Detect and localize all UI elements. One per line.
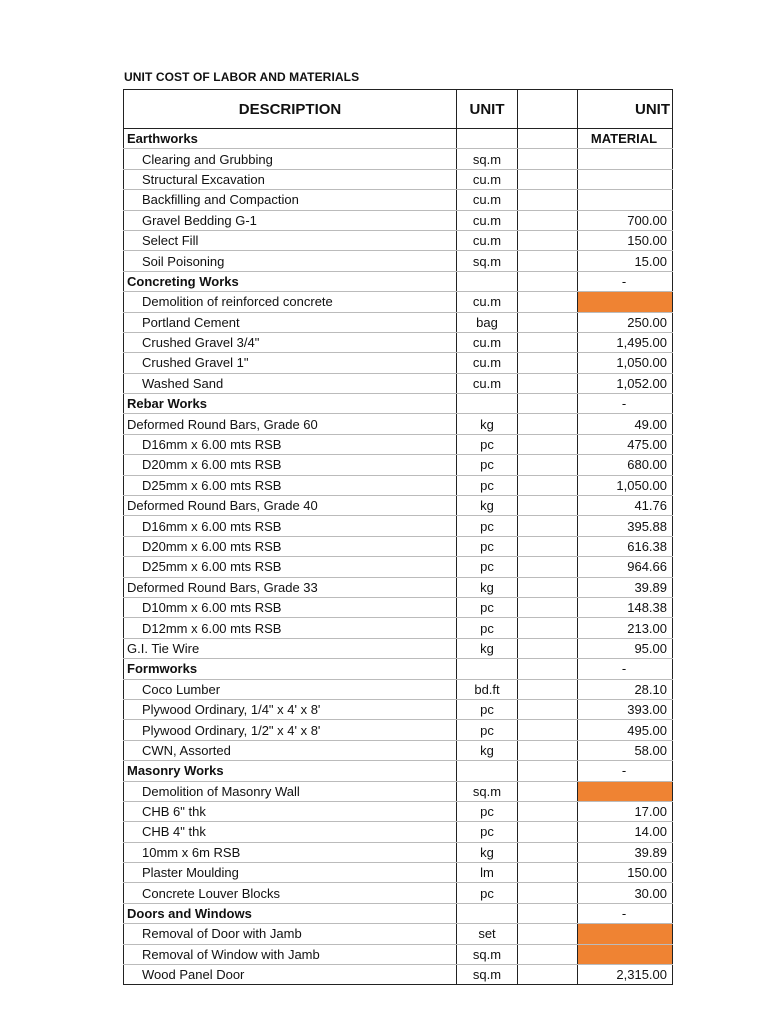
blank-cell [518, 863, 578, 883]
unit-cell [457, 659, 518, 679]
blank-cell [518, 761, 578, 781]
header-unit: UNIT [457, 90, 518, 129]
material-cost-cell: 148.38 [578, 597, 673, 617]
blank-cell [518, 271, 578, 291]
unit-cell: kg [457, 638, 518, 658]
material-cost-cell: 49.00 [578, 414, 673, 434]
material-cost-cell: 964.66 [578, 557, 673, 577]
unit-cell: sq.m [457, 944, 518, 964]
material-cost-cell: 14.00 [578, 822, 673, 842]
material-cost-cell [578, 149, 673, 169]
unit-cell: cu.m [457, 332, 518, 352]
blank-cell [518, 149, 578, 169]
description-cell: D25mm x 6.00 mts RSB [124, 557, 457, 577]
unit-cell: pc [457, 699, 518, 719]
section-row [124, 761, 673, 781]
unit-cell: cu.m [457, 169, 518, 189]
blank-cell [518, 373, 578, 393]
blank-cell [518, 965, 578, 985]
table-row [124, 720, 673, 740]
material-cost-cell: 41.76 [578, 496, 673, 516]
blank-cell [518, 577, 578, 597]
material-cost-cell: 150.00 [578, 863, 673, 883]
description-cell: Portland Cement [124, 312, 457, 332]
unit-cell: set [457, 924, 518, 944]
blank-cell [518, 740, 578, 760]
table-row [124, 679, 673, 699]
description-cell: Crushed Gravel 1" [124, 353, 457, 373]
unit-cell: kg [457, 842, 518, 862]
table-row [124, 618, 673, 638]
header-description: DESCRIPTION [124, 90, 457, 129]
table-row [124, 455, 673, 475]
description-cell: D20mm x 6.00 mts RSB [124, 536, 457, 556]
unit-cell: bd.ft [457, 679, 518, 699]
blank-cell [518, 292, 578, 312]
blank-cell [518, 414, 578, 434]
material-cost-cell: 700.00 [578, 210, 673, 230]
blank-cell [518, 312, 578, 332]
blank-cell [518, 944, 578, 964]
description-cell: D12mm x 6.00 mts RSB [124, 618, 457, 638]
table-row [124, 781, 673, 801]
unit-cell: pc [457, 455, 518, 475]
material-cost-cell: 1,050.00 [578, 353, 673, 373]
unit-cell [457, 761, 518, 781]
table-body [124, 129, 673, 985]
material-cost-cell: 680.00 [578, 455, 673, 475]
unit-cell: pc [457, 822, 518, 842]
table-row [124, 230, 673, 250]
description-cell: Demolition of Masonry Wall [124, 781, 457, 801]
section-row [124, 903, 673, 923]
description-cell: Removal of Window with Jamb [124, 944, 457, 964]
material-cost-cell: 17.00 [578, 801, 673, 821]
section-row [124, 271, 673, 291]
description-cell: CWN, Assorted [124, 740, 457, 760]
description-cell: CHB 6" thk [124, 801, 457, 821]
unit-cell: pc [457, 883, 518, 903]
unit-cell [457, 129, 518, 149]
description-cell: Plaster Moulding [124, 863, 457, 883]
material-cost-cell: 395.88 [578, 516, 673, 536]
blank-cell [518, 842, 578, 862]
unit-cell: pc [457, 597, 518, 617]
description-cell: Concrete Louver Blocks [124, 883, 457, 903]
table-row [124, 373, 673, 393]
description-cell: Plywood Ordinary, 1/4" x 4' x 8' [124, 699, 457, 719]
section-row [124, 659, 673, 679]
unit-cell: cu.m [457, 230, 518, 250]
table-row [124, 638, 673, 658]
description-cell: Coco Lumber [124, 679, 457, 699]
blank-cell [518, 190, 578, 210]
description-cell: Deformed Round Bars, Grade 33 [124, 577, 457, 597]
material-cost-cell: 30.00 [578, 883, 673, 903]
table-row [124, 292, 673, 312]
description-cell: Soil Poisoning [124, 251, 457, 271]
description-cell: 10mm x 6m RSB [124, 842, 457, 862]
description-cell: D25mm x 6.00 mts RSB [124, 475, 457, 495]
description-cell: D10mm x 6.00 mts RSB [124, 597, 457, 617]
blank-cell [518, 332, 578, 352]
blank-cell [518, 455, 578, 475]
table-row [124, 496, 673, 516]
table-row [124, 251, 673, 271]
unit-cell [457, 394, 518, 414]
description-cell: Removal of Door with Jamb [124, 924, 457, 944]
sheet-title: UNIT COST OF LABOR AND MATERIALS [124, 70, 360, 84]
description-cell: CHB 4" thk [124, 822, 457, 842]
header-blank [518, 90, 578, 129]
description-cell: Backfilling and Compaction [124, 190, 457, 210]
description-cell: Rebar Works [124, 394, 457, 414]
unit-cell: sq.m [457, 965, 518, 985]
blank-cell [518, 496, 578, 516]
description-cell: Plywood Ordinary, 1/2" x 4' x 8' [124, 720, 457, 740]
material-cost-cell: 39.89 [578, 842, 673, 862]
material-cost-cell: 393.00 [578, 699, 673, 719]
description-cell: Deformed Round Bars, Grade 40 [124, 496, 457, 516]
material-cost-cell: - [578, 903, 673, 923]
table-row [124, 353, 673, 373]
description-cell: Earthworks [124, 129, 457, 149]
blank-cell [518, 618, 578, 638]
description-cell: D16mm x 6.00 mts RSB [124, 434, 457, 454]
material-cost-cell [578, 169, 673, 189]
section-row [124, 129, 673, 149]
blank-cell [518, 883, 578, 903]
description-cell: Wood Panel Door [124, 965, 457, 985]
table-row [124, 801, 673, 821]
unit-cell: kg [457, 414, 518, 434]
material-cost-cell: 28.10 [578, 679, 673, 699]
header-unit-cost: UNIT [578, 90, 673, 129]
blank-cell [518, 679, 578, 699]
material-cost-cell: 1,052.00 [578, 373, 673, 393]
unit-cell: kg [457, 740, 518, 760]
blank-cell [518, 516, 578, 536]
table-row [124, 842, 673, 862]
material-cost-cell: - [578, 271, 673, 291]
blank-cell [518, 781, 578, 801]
blank-cell [518, 924, 578, 944]
table-row [124, 740, 673, 760]
unit-cell: pc [457, 801, 518, 821]
table-row [124, 965, 673, 985]
table-row [124, 434, 673, 454]
unit-cell: sq.m [457, 251, 518, 271]
material-cost-cell: 15.00 [578, 251, 673, 271]
unit-cell: lm [457, 863, 518, 883]
description-cell: G.I. Tie Wire [124, 638, 457, 658]
material-cost-cell: 250.00 [578, 312, 673, 332]
table-row [124, 577, 673, 597]
material-cost-cell: 616.38 [578, 536, 673, 556]
material-cost-cell [578, 924, 673, 944]
unit-cell: pc [457, 536, 518, 556]
description-cell: Formworks [124, 659, 457, 679]
table-row [124, 822, 673, 842]
unit-cell: cu.m [457, 353, 518, 373]
table-row [124, 536, 673, 556]
unit-cell: pc [457, 557, 518, 577]
blank-cell [518, 801, 578, 821]
unit-cell: kg [457, 496, 518, 516]
section-row [124, 394, 673, 414]
unit-cell: pc [457, 618, 518, 638]
blank-cell [518, 638, 578, 658]
description-cell: Select Fill [124, 230, 457, 250]
unit-cell: cu.m [457, 373, 518, 393]
unit-cell: pc [457, 720, 518, 740]
table-row [124, 475, 673, 495]
table-row [124, 414, 673, 434]
blank-cell [518, 251, 578, 271]
description-cell: Structural Excavation [124, 169, 457, 189]
blank-cell [518, 475, 578, 495]
unit-cell [457, 903, 518, 923]
table-header-row [124, 90, 673, 129]
material-cost-cell: 1,495.00 [578, 332, 673, 352]
description-cell: Doors and Windows [124, 903, 457, 923]
description-cell: D20mm x 6.00 mts RSB [124, 455, 457, 475]
material-cost-cell: 213.00 [578, 618, 673, 638]
unit-cell: sq.m [457, 781, 518, 801]
material-cost-cell: 150.00 [578, 230, 673, 250]
table-row [124, 557, 673, 577]
material-cost-cell [578, 292, 673, 312]
unit-cell: kg [457, 577, 518, 597]
unit-cell: sq.m [457, 149, 518, 169]
blank-cell [518, 434, 578, 454]
unit-cell [457, 271, 518, 291]
unit-cell: cu.m [457, 292, 518, 312]
material-cost-cell: - [578, 761, 673, 781]
blank-cell [518, 822, 578, 842]
table-row [124, 516, 673, 536]
table-row [124, 149, 673, 169]
description-cell: Demolition of reinforced concrete [124, 292, 457, 312]
blank-cell [518, 659, 578, 679]
unit-cell: pc [457, 475, 518, 495]
blank-cell [518, 903, 578, 923]
blank-cell [518, 720, 578, 740]
unit-cell: bag [457, 312, 518, 332]
blank-cell [518, 536, 578, 556]
unit-cell: pc [457, 434, 518, 454]
blank-cell [518, 699, 578, 719]
material-cost-cell: - [578, 394, 673, 414]
table-row [124, 210, 673, 230]
material-cost-cell [578, 781, 673, 801]
table-row [124, 597, 673, 617]
material-header: MATERIAL [578, 129, 673, 149]
description-cell: Gravel Bedding G-1 [124, 210, 457, 230]
blank-cell [518, 394, 578, 414]
description-cell: Concreting Works [124, 271, 457, 291]
material-cost-cell: 2,315.00 [578, 965, 673, 985]
material-cost-cell: 1,050.00 [578, 475, 673, 495]
table-row [124, 332, 673, 352]
description-cell: Masonry Works [124, 761, 457, 781]
blank-cell [518, 169, 578, 189]
material-cost-cell [578, 190, 673, 210]
unit-cost-table [123, 89, 673, 985]
table-row [124, 699, 673, 719]
unit-cell: cu.m [457, 190, 518, 210]
material-cost-cell: - [578, 659, 673, 679]
description-cell: D16mm x 6.00 mts RSB [124, 516, 457, 536]
blank-cell [518, 597, 578, 617]
blank-cell [518, 129, 578, 149]
table-row [124, 924, 673, 944]
material-cost-cell: 95.00 [578, 638, 673, 658]
material-cost-cell: 475.00 [578, 434, 673, 454]
blank-cell [518, 353, 578, 373]
table-row [124, 190, 673, 210]
unit-cell: pc [457, 516, 518, 536]
description-cell: Clearing and Grubbing [124, 149, 457, 169]
blank-cell [518, 210, 578, 230]
table-row [124, 944, 673, 964]
material-cost-cell [578, 944, 673, 964]
unit-cell: cu.m [457, 210, 518, 230]
description-cell: Deformed Round Bars, Grade 60 [124, 414, 457, 434]
table-row [124, 883, 673, 903]
table-row [124, 169, 673, 189]
material-cost-cell: 39.89 [578, 577, 673, 597]
description-cell: Crushed Gravel 3/4" [124, 332, 457, 352]
table-row [124, 312, 673, 332]
material-cost-cell: 58.00 [578, 740, 673, 760]
table-row [124, 863, 673, 883]
blank-cell [518, 230, 578, 250]
description-cell: Washed Sand [124, 373, 457, 393]
blank-cell [518, 557, 578, 577]
material-cost-cell: 495.00 [578, 720, 673, 740]
